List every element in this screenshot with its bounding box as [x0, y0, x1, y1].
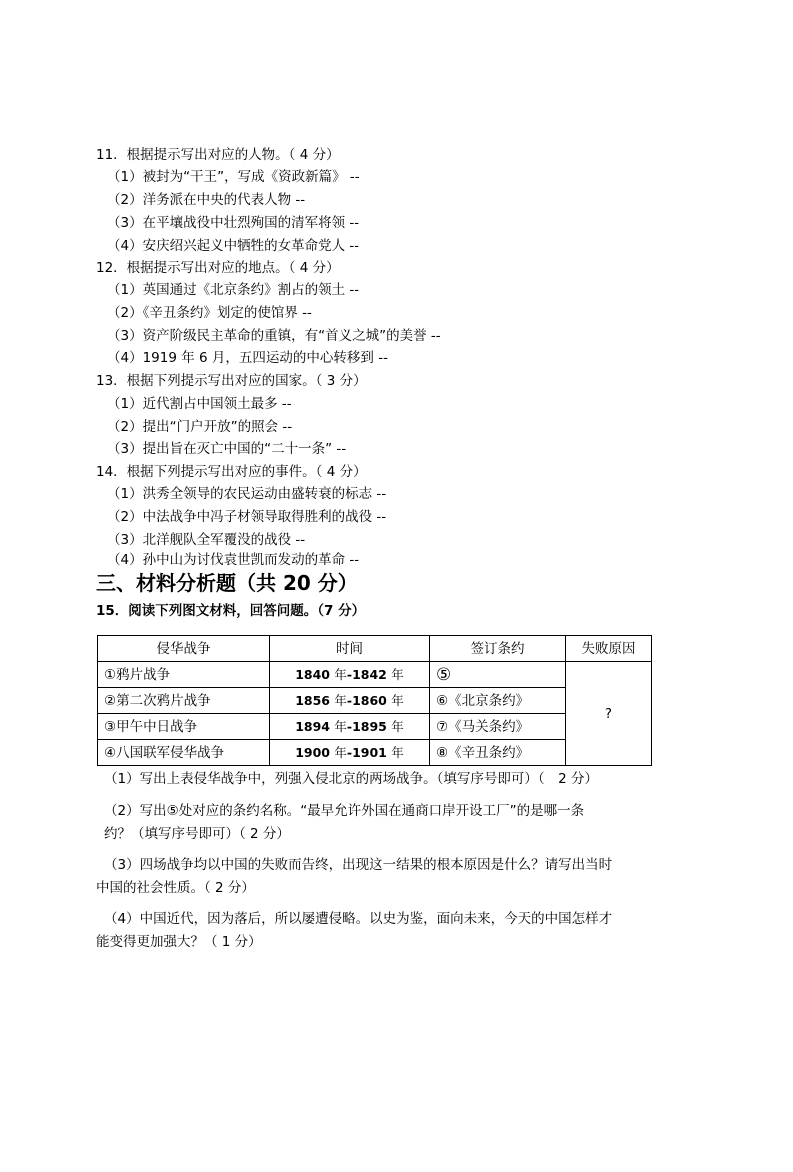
q15-title: 15．阅读下列图文材料，回答问题。（7 分）: [96, 603, 366, 619]
q12-item-1: （1）英国通过《北京条约》割占的领土 --: [107, 282, 360, 298]
year-unit: 年: [334, 718, 347, 734]
q15-sub-4-line-1: （4）中国近代，因为落后，所以屡遭侵略。以史为鉴，面向未来，今天的中国怎样才: [104, 911, 613, 927]
war-cell: ④八国联军侵华战争: [98, 740, 270, 766]
table-header-row: [98, 636, 652, 662]
treaty-cell: ⑧《辛丑条约》: [430, 740, 566, 766]
q14-item-4: （4）孙中山为讨伐袁世凯而发动的革命 --: [107, 552, 360, 568]
q12-item-2: （2）《辛丑条约》划定的使馆界 --: [107, 305, 312, 321]
q13-item-3: （3）提出旨在灭亡中国的“二十一条” --: [107, 441, 347, 457]
year-unit: 年: [391, 718, 404, 734]
q13-item-1: （1）近代割占中国领土最多 --: [107, 396, 292, 412]
treaty-cell: ⑥《北京条约》: [430, 688, 566, 714]
q11-item-2: （2）洋务派在中央的代表人物 --: [107, 192, 306, 208]
q12-item-3: （3）资产阶级民主革命的重镇，有“首义之城”的美誉 --: [107, 328, 441, 344]
q15-sub-2-line-2: 约？（填写序号即可）（ 2 分）: [104, 826, 290, 842]
table-header-cell: 时间: [270, 636, 430, 662]
q15-sub-2-line-1: （2）写出⑤处对应的条约名称。“最早允许外国在通商口岸开设工厂”的是哪一条: [104, 803, 585, 819]
year-to: 1901: [352, 744, 387, 760]
year-to: 1860: [352, 692, 387, 708]
q15-sub-3-line-1: （3）四场战争均以中国的失败而告终，出现这一结果的根本原因是什么？请写出当时: [104, 857, 613, 873]
year-to: 1842: [352, 666, 387, 682]
year-unit: 年: [391, 666, 404, 682]
treaty-cell: ⑦《马关条约》: [430, 714, 566, 740]
treaty-cell: ⑤: [430, 662, 566, 688]
q15-sub-3-line-2: 中国的社会性质。（ 2 分）: [96, 880, 255, 896]
year-from: 1840: [295, 666, 331, 682]
war-cell: ②第二次鸦片战争: [98, 688, 270, 714]
time-cell: 1856 年-1860 年: [270, 688, 430, 714]
year-unit: 年: [334, 744, 347, 760]
q12-item-4: （4）1919 年 6 月，五四运动的中心转移到 --: [107, 350, 388, 366]
year-unit: 年: [391, 744, 404, 760]
q14-title: 14．根据下列提示写出对应的事件。（ 4 分）: [96, 464, 367, 480]
table-row: [98, 662, 652, 688]
q14-item-1: （1）洪秀全领导的农民运动由盛转衰的标志 --: [107, 486, 387, 502]
year-from: 1856: [295, 692, 331, 708]
table-header-cell: 失败原因: [566, 636, 652, 662]
q15-sub-4-line-2: 能变得更加强大？（ 1 分）: [96, 934, 262, 950]
q11-title: 11．根据提示写出对应的人物。（ 4 分）: [96, 147, 340, 163]
war-cell: ①鸦片战争: [98, 662, 270, 688]
q14-item-2: （2）中法战争中冯子材领导取得胜利的战役 --: [107, 509, 387, 525]
q11-item-4: （4）安庆绍兴起义中牺牲的女革命党人 --: [107, 238, 360, 254]
q11-item-1: （1）被封为“干王”，写成《资政新篇》 --: [107, 169, 360, 185]
year-from: 1894: [295, 718, 331, 734]
material-table: [97, 635, 652, 766]
failure-reason-cell: ?: [566, 662, 652, 766]
q15-sub-1: （1）写出上表侵华战争中，列强入侵北京的两场战争。（填写序号即可）（ 2 分）: [104, 771, 598, 787]
war-cell: ③甲午中日战争: [98, 714, 270, 740]
q13-title: 13．根据下列提示写出对应的国家。（ 3 分）: [96, 373, 367, 389]
time-cell: 1900 年-1901 年: [270, 740, 430, 766]
q11-item-3: （3）在平壤战役中壮烈殉国的清军将领 --: [107, 215, 360, 231]
year-unit: 年: [391, 692, 404, 708]
time-cell: 1894 年-1895 年: [270, 714, 430, 740]
year-unit: 年: [334, 692, 347, 708]
year-unit: 年: [334, 666, 347, 682]
table-header-cell: 侵华战争: [98, 636, 270, 662]
year-from: 1900: [295, 744, 331, 760]
q13-item-2: （2）提出“门户开放”的照会 --: [107, 419, 293, 435]
table-header-cell: 签订条约: [430, 636, 566, 662]
section-heading: 三、材料分析题（共 20 分）: [96, 571, 358, 595]
year-to: 1895: [352, 718, 387, 734]
q12-title: 12．根据提示写出对应的地点。（ 4 分）: [96, 260, 340, 276]
time-cell: 1840 年-1842 年: [270, 662, 430, 688]
q14-item-3: （3）北洋舰队全军覆没的战役 --: [107, 532, 306, 548]
